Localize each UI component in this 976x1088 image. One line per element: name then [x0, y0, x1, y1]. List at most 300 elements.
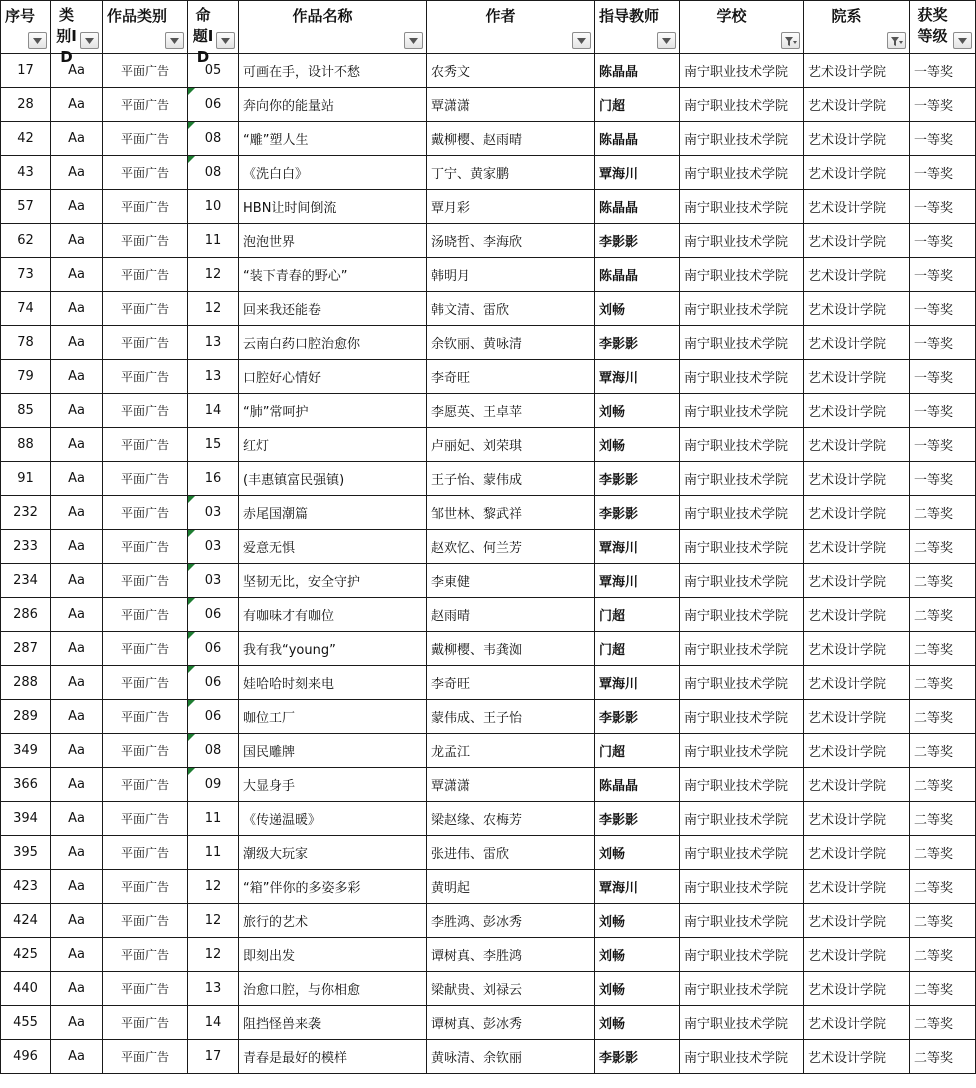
school-cell[interactable]: 南宁职业技术学院	[680, 496, 804, 530]
category-id-cell[interactable]: Aa	[51, 802, 103, 836]
author-cell[interactable]: 汤晓哲、李海欣	[427, 224, 595, 258]
seq-cell[interactable]: 74	[1, 292, 51, 326]
author-cell[interactable]: 黄明起	[427, 870, 595, 904]
work-title-cell[interactable]: 泡泡世界	[239, 224, 427, 258]
category-id-cell[interactable]: Aa	[51, 1040, 103, 1074]
filter-active-icon[interactable]	[781, 32, 800, 49]
category-cell[interactable]: 平面广告	[103, 632, 188, 666]
seq-cell[interactable]: 394	[1, 802, 51, 836]
work-title-cell[interactable]: (丰惠镇富民强镇)	[239, 462, 427, 496]
department-cell[interactable]: 艺术设计学院	[804, 632, 910, 666]
topic-id-cell[interactable]: 13	[188, 326, 239, 360]
seq-cell[interactable]: 28	[1, 88, 51, 122]
department-cell[interactable]: 艺术设计学院	[804, 904, 910, 938]
category-id-cell[interactable]: Aa	[51, 462, 103, 496]
award-cell[interactable]: 一等奖	[910, 462, 976, 496]
topic-id-cell[interactable]: 08	[188, 156, 239, 190]
department-cell[interactable]: 艺术设计学院	[804, 326, 910, 360]
department-cell[interactable]: 艺术设计学院	[804, 734, 910, 768]
award-cell[interactable]: 二等奖	[910, 700, 976, 734]
category-cell[interactable]: 平面广告	[103, 224, 188, 258]
school-cell[interactable]: 南宁职业技术学院	[680, 768, 804, 802]
department-cell[interactable]: 艺术设计学院	[804, 530, 910, 564]
topic-id-cell[interactable]: 14	[188, 1006, 239, 1040]
seq-cell[interactable]: 286	[1, 598, 51, 632]
author-cell[interactable]: 蒙伟成、王子怡	[427, 700, 595, 734]
teacher-cell[interactable]: 李影影	[595, 700, 680, 734]
award-cell[interactable]: 一等奖	[910, 190, 976, 224]
seq-cell[interactable]: 423	[1, 870, 51, 904]
seq-cell[interactable]: 289	[1, 700, 51, 734]
category-cell[interactable]: 平面广告	[103, 156, 188, 190]
teacher-cell[interactable]: 覃海川	[595, 666, 680, 700]
category-id-cell[interactable]: Aa	[51, 88, 103, 122]
category-cell[interactable]: 平面广告	[103, 972, 188, 1006]
award-cell[interactable]: 二等奖	[910, 836, 976, 870]
category-id-cell[interactable]: Aa	[51, 972, 103, 1006]
category-id-cell[interactable]: Aa	[51, 496, 103, 530]
school-cell[interactable]: 南宁职业技术学院	[680, 564, 804, 598]
work-title-cell[interactable]: 国民雕牌	[239, 734, 427, 768]
school-cell[interactable]: 南宁职业技术学院	[680, 122, 804, 156]
school-cell[interactable]: 南宁职业技术学院	[680, 802, 804, 836]
school-cell[interactable]: 南宁职业技术学院	[680, 224, 804, 258]
teacher-cell[interactable]: 覃海川	[595, 360, 680, 394]
category-id-cell[interactable]: Aa	[51, 938, 103, 972]
category-cell[interactable]: 平面广告	[103, 700, 188, 734]
teacher-cell[interactable]: 刘畅	[595, 394, 680, 428]
work-title-cell[interactable]: 口腔好心情好	[239, 360, 427, 394]
author-cell[interactable]: 龙孟江	[427, 734, 595, 768]
author-cell[interactable]: 张进伟、雷欣	[427, 836, 595, 870]
work-title-cell[interactable]: 阻挡怪兽来袭	[239, 1006, 427, 1040]
teacher-cell[interactable]: 覃海川	[595, 156, 680, 190]
seq-cell[interactable]: 43	[1, 156, 51, 190]
topic-id-cell[interactable]: 14	[188, 394, 239, 428]
topic-id-cell[interactable]: 12	[188, 870, 239, 904]
author-cell[interactable]: 邹世林、黎武祥	[427, 496, 595, 530]
school-cell[interactable]: 南宁职业技术学院	[680, 530, 804, 564]
category-id-cell[interactable]: Aa	[51, 122, 103, 156]
category-id-cell[interactable]: Aa	[51, 904, 103, 938]
topic-id-cell[interactable]: 13	[188, 972, 239, 1006]
teacher-cell[interactable]: 刘畅	[595, 1006, 680, 1040]
award-cell[interactable]: 二等奖	[910, 496, 976, 530]
category-id-cell[interactable]: Aa	[51, 564, 103, 598]
category-cell[interactable]: 平面广告	[103, 666, 188, 700]
category-cell[interactable]: 平面广告	[103, 190, 188, 224]
school-cell[interactable]: 南宁职业技术学院	[680, 972, 804, 1006]
seq-cell[interactable]: 88	[1, 428, 51, 462]
award-cell[interactable]: 一等奖	[910, 54, 976, 88]
seq-cell[interactable]: 17	[1, 54, 51, 88]
school-cell[interactable]: 南宁职业技术学院	[680, 462, 804, 496]
teacher-cell[interactable]: 刘畅	[595, 904, 680, 938]
department-cell[interactable]: 艺术设计学院	[804, 1006, 910, 1040]
category-cell[interactable]: 平面广告	[103, 734, 188, 768]
award-cell[interactable]: 一等奖	[910, 360, 976, 394]
school-cell[interactable]: 南宁职业技术学院	[680, 190, 804, 224]
award-cell[interactable]: 二等奖	[910, 598, 976, 632]
author-cell[interactable]: 赵雨晴	[427, 598, 595, 632]
department-cell[interactable]: 艺术设计学院	[804, 394, 910, 428]
topic-id-cell[interactable]: 08	[188, 122, 239, 156]
category-cell[interactable]: 平面广告	[103, 258, 188, 292]
work-title-cell[interactable]: 可画在手，设计不愁	[239, 54, 427, 88]
filter-dropdown-icon[interactable]	[657, 32, 676, 49]
work-title-cell[interactable]: “装下青春的野心”	[239, 258, 427, 292]
work-title-cell[interactable]: 云南白药口腔治愈你	[239, 326, 427, 360]
topic-id-cell[interactable]: 08	[188, 734, 239, 768]
filter-dropdown-icon[interactable]	[80, 32, 99, 49]
seq-cell[interactable]: 78	[1, 326, 51, 360]
award-cell[interactable]: 一等奖	[910, 122, 976, 156]
category-cell[interactable]: 平面广告	[103, 1006, 188, 1040]
seq-cell[interactable]: 234	[1, 564, 51, 598]
category-id-cell[interactable]: Aa	[51, 258, 103, 292]
seq-cell[interactable]: 425	[1, 938, 51, 972]
department-cell[interactable]: 艺术设计学院	[804, 768, 910, 802]
seq-cell[interactable]: 287	[1, 632, 51, 666]
seq-cell[interactable]: 79	[1, 360, 51, 394]
award-cell[interactable]: 二等奖	[910, 632, 976, 666]
school-cell[interactable]: 南宁职业技术学院	[680, 326, 804, 360]
work-title-cell[interactable]: 奔向你的能量站	[239, 88, 427, 122]
school-cell[interactable]: 南宁职业技术学院	[680, 870, 804, 904]
category-id-cell[interactable]: Aa	[51, 870, 103, 904]
teacher-cell[interactable]: 刘畅	[595, 292, 680, 326]
school-cell[interactable]: 南宁职业技术学院	[680, 88, 804, 122]
award-cell[interactable]: 二等奖	[910, 802, 976, 836]
teacher-cell[interactable]: 李影影	[595, 802, 680, 836]
department-cell[interactable]: 艺术设计学院	[804, 598, 910, 632]
school-cell[interactable]: 南宁职业技术学院	[680, 292, 804, 326]
category-cell[interactable]: 平面广告	[103, 394, 188, 428]
category-cell[interactable]: 平面广告	[103, 870, 188, 904]
teacher-cell[interactable]: 李影影	[595, 1040, 680, 1074]
category-id-cell[interactable]: Aa	[51, 224, 103, 258]
work-title-cell[interactable]: 咖位工厂	[239, 700, 427, 734]
category-cell[interactable]: 平面广告	[103, 496, 188, 530]
author-cell[interactable]: 余钦丽、黄咏清	[427, 326, 595, 360]
school-cell[interactable]: 南宁职业技术学院	[680, 54, 804, 88]
work-title-cell[interactable]: 回来我还能卷	[239, 292, 427, 326]
department-cell[interactable]: 艺术设计学院	[804, 156, 910, 190]
filter-dropdown-icon[interactable]	[216, 32, 235, 49]
teacher-cell[interactable]: 李影影	[595, 326, 680, 360]
work-title-cell[interactable]: HBN让时间倒流	[239, 190, 427, 224]
category-id-cell[interactable]: Aa	[51, 156, 103, 190]
teacher-cell[interactable]: 陈晶晶	[595, 122, 680, 156]
work-title-cell[interactable]: 赤尾国潮篇	[239, 496, 427, 530]
category-cell[interactable]: 平面广告	[103, 904, 188, 938]
category-cell[interactable]: 平面广告	[103, 836, 188, 870]
department-cell[interactable]: 艺术设计学院	[804, 224, 910, 258]
category-id-cell[interactable]: Aa	[51, 666, 103, 700]
topic-id-cell[interactable]: 06	[188, 598, 239, 632]
work-title-cell[interactable]: 我有我“young”	[239, 632, 427, 666]
teacher-cell[interactable]: 李影影	[595, 462, 680, 496]
school-cell[interactable]: 南宁职业技术学院	[680, 904, 804, 938]
school-cell[interactable]: 南宁职业技术学院	[680, 666, 804, 700]
teacher-cell[interactable]: 李影影	[595, 496, 680, 530]
category-cell[interactable]: 平面广告	[103, 122, 188, 156]
award-cell[interactable]: 二等奖	[910, 904, 976, 938]
award-cell[interactable]: 一等奖	[910, 156, 976, 190]
award-cell[interactable]: 二等奖	[910, 666, 976, 700]
teacher-cell[interactable]: 陈晶晶	[595, 768, 680, 802]
seq-cell[interactable]: 42	[1, 122, 51, 156]
award-cell[interactable]: 一等奖	[910, 326, 976, 360]
award-cell[interactable]: 二等奖	[910, 734, 976, 768]
seq-cell[interactable]: 395	[1, 836, 51, 870]
filter-dropdown-icon[interactable]	[165, 32, 184, 49]
work-title-cell[interactable]: 旅行的艺术	[239, 904, 427, 938]
category-id-cell[interactable]: Aa	[51, 326, 103, 360]
category-cell[interactable]: 平面广告	[103, 326, 188, 360]
work-title-cell[interactable]: 爱意无惧	[239, 530, 427, 564]
topic-id-cell[interactable]: 06	[188, 88, 239, 122]
category-id-cell[interactable]: Aa	[51, 428, 103, 462]
work-title-cell[interactable]: “肺”常呵护	[239, 394, 427, 428]
teacher-cell[interactable]: 门超	[595, 632, 680, 666]
work-title-cell[interactable]: 大显身手	[239, 768, 427, 802]
award-cell[interactable]: 一等奖	[910, 224, 976, 258]
work-title-cell[interactable]: 《传递温暖》	[239, 802, 427, 836]
teacher-cell[interactable]: 刘畅	[595, 836, 680, 870]
work-title-cell[interactable]: “箱”伴你的多姿多彩	[239, 870, 427, 904]
work-title-cell[interactable]: 红灯	[239, 428, 427, 462]
department-cell[interactable]: 艺术设计学院	[804, 938, 910, 972]
category-id-cell[interactable]: Aa	[51, 292, 103, 326]
author-cell[interactable]: 谭树真、李胜鸿	[427, 938, 595, 972]
topic-id-cell[interactable]: 10	[188, 190, 239, 224]
department-cell[interactable]: 艺术设计学院	[804, 972, 910, 1006]
seq-cell[interactable]: 440	[1, 972, 51, 1006]
category-cell[interactable]: 平面广告	[103, 530, 188, 564]
teacher-cell[interactable]: 门超	[595, 734, 680, 768]
filter-dropdown-icon[interactable]	[404, 32, 423, 49]
award-cell[interactable]: 一等奖	[910, 428, 976, 462]
filter-dropdown-icon[interactable]	[953, 32, 972, 49]
department-cell[interactable]: 艺术设计学院	[804, 88, 910, 122]
award-cell[interactable]: 一等奖	[910, 292, 976, 326]
author-cell[interactable]: 李東健	[427, 564, 595, 598]
topic-id-cell[interactable]: 06	[188, 700, 239, 734]
category-cell[interactable]: 平面广告	[103, 360, 188, 394]
department-cell[interactable]: 艺术设计学院	[804, 564, 910, 598]
school-cell[interactable]: 南宁职业技术学院	[680, 836, 804, 870]
department-cell[interactable]: 艺术设计学院	[804, 496, 910, 530]
department-cell[interactable]: 艺术设计学院	[804, 666, 910, 700]
teacher-cell[interactable]: 陈晶晶	[595, 54, 680, 88]
category-cell[interactable]: 平面广告	[103, 598, 188, 632]
department-cell[interactable]: 艺术设计学院	[804, 836, 910, 870]
category-id-cell[interactable]: Aa	[51, 734, 103, 768]
category-id-cell[interactable]: Aa	[51, 768, 103, 802]
author-cell[interactable]: 农秀文	[427, 54, 595, 88]
teacher-cell[interactable]: 陈晶晶	[595, 190, 680, 224]
department-cell[interactable]: 艺术设计学院	[804, 428, 910, 462]
author-cell[interactable]: 李愿英、王卓苹	[427, 394, 595, 428]
author-cell[interactable]: 李奇旺	[427, 666, 595, 700]
category-cell[interactable]: 平面广告	[103, 462, 188, 496]
author-cell[interactable]: 赵欢忆、何兰芳	[427, 530, 595, 564]
author-cell[interactable]: 戴柳樱、赵雨晴	[427, 122, 595, 156]
category-id-cell[interactable]: Aa	[51, 54, 103, 88]
department-cell[interactable]: 艺术设计学院	[804, 870, 910, 904]
department-cell[interactable]: 艺术设计学院	[804, 54, 910, 88]
seq-cell[interactable]: 349	[1, 734, 51, 768]
department-cell[interactable]: 艺术设计学院	[804, 190, 910, 224]
category-cell[interactable]: 平面广告	[103, 564, 188, 598]
category-cell[interactable]: 平面广告	[103, 802, 188, 836]
department-cell[interactable]: 艺术设计学院	[804, 258, 910, 292]
seq-cell[interactable]: 62	[1, 224, 51, 258]
author-cell[interactable]: 覃潇潇	[427, 768, 595, 802]
author-cell[interactable]: 戴柳樱、韦龚洳	[427, 632, 595, 666]
award-cell[interactable]: 二等奖	[910, 768, 976, 802]
topic-id-cell[interactable]: 06	[188, 632, 239, 666]
seq-cell[interactable]: 366	[1, 768, 51, 802]
topic-id-cell[interactable]: 11	[188, 224, 239, 258]
school-cell[interactable]: 南宁职业技术学院	[680, 156, 804, 190]
topic-id-cell[interactable]: 17	[188, 1040, 239, 1074]
author-cell[interactable]: 李胜鸿、彭冰秀	[427, 904, 595, 938]
school-cell[interactable]: 南宁职业技术学院	[680, 394, 804, 428]
category-cell[interactable]: 平面广告	[103, 938, 188, 972]
teacher-cell[interactable]: 刘畅	[595, 972, 680, 1006]
work-title-cell[interactable]: 青春是最好的模样	[239, 1040, 427, 1074]
category-id-cell[interactable]: Aa	[51, 394, 103, 428]
category-id-cell[interactable]: Aa	[51, 700, 103, 734]
teacher-cell[interactable]: 刘畅	[595, 938, 680, 972]
school-cell[interactable]: 南宁职业技术学院	[680, 428, 804, 462]
work-title-cell[interactable]: 即刻出发	[239, 938, 427, 972]
award-cell[interactable]: 二等奖	[910, 1006, 976, 1040]
author-cell[interactable]: 卢丽妃、刘荣琪	[427, 428, 595, 462]
topic-id-cell[interactable]: 13	[188, 360, 239, 394]
topic-id-cell[interactable]: 12	[188, 904, 239, 938]
seq-cell[interactable]: 57	[1, 190, 51, 224]
department-cell[interactable]: 艺术设计学院	[804, 122, 910, 156]
topic-id-cell[interactable]: 05	[188, 54, 239, 88]
topic-id-cell[interactable]: 03	[188, 496, 239, 530]
school-cell[interactable]: 南宁职业技术学院	[680, 1006, 804, 1040]
author-cell[interactable]: 覃潇潇	[427, 88, 595, 122]
work-title-cell[interactable]: 坚韧无比，安全守护	[239, 564, 427, 598]
topic-id-cell[interactable]: 11	[188, 802, 239, 836]
author-cell[interactable]: 韩文清、雷欣	[427, 292, 595, 326]
category-cell[interactable]: 平面广告	[103, 428, 188, 462]
seq-cell[interactable]: 91	[1, 462, 51, 496]
topic-id-cell[interactable]: 12	[188, 258, 239, 292]
school-cell[interactable]: 南宁职业技术学院	[680, 258, 804, 292]
award-cell[interactable]: 一等奖	[910, 394, 976, 428]
teacher-cell[interactable]: 门超	[595, 598, 680, 632]
teacher-cell[interactable]: 李影影	[595, 224, 680, 258]
work-title-cell[interactable]: 娃哈哈时刻来电	[239, 666, 427, 700]
author-cell[interactable]: 王子怡、蒙伟成	[427, 462, 595, 496]
work-title-cell[interactable]: 治愈口腔，与你相愈	[239, 972, 427, 1006]
filter-active-icon[interactable]	[887, 32, 906, 49]
department-cell[interactable]: 艺术设计学院	[804, 360, 910, 394]
topic-id-cell[interactable]: 11	[188, 836, 239, 870]
topic-id-cell[interactable]: 15	[188, 428, 239, 462]
topic-id-cell[interactable]: 03	[188, 530, 239, 564]
filter-dropdown-icon[interactable]	[28, 32, 47, 49]
school-cell[interactable]: 南宁职业技术学院	[680, 1040, 804, 1074]
author-cell[interactable]: 韩明月	[427, 258, 595, 292]
teacher-cell[interactable]: 覃海川	[595, 564, 680, 598]
author-cell[interactable]: 李奇旺	[427, 360, 595, 394]
topic-id-cell[interactable]: 12	[188, 938, 239, 972]
author-cell[interactable]: 梁献贵、刘禄云	[427, 972, 595, 1006]
teacher-cell[interactable]: 覃海川	[595, 530, 680, 564]
category-cell[interactable]: 平面广告	[103, 88, 188, 122]
category-cell[interactable]: 平面广告	[103, 768, 188, 802]
department-cell[interactable]: 艺术设计学院	[804, 462, 910, 496]
award-cell[interactable]: 一等奖	[910, 258, 976, 292]
department-cell[interactable]: 艺术设计学院	[804, 802, 910, 836]
teacher-cell[interactable]: 门超	[595, 88, 680, 122]
school-cell[interactable]: 南宁职业技术学院	[680, 700, 804, 734]
category-id-cell[interactable]: Aa	[51, 190, 103, 224]
award-cell[interactable]: 二等奖	[910, 1040, 976, 1074]
department-cell[interactable]: 艺术设计学院	[804, 1040, 910, 1074]
author-cell[interactable]: 黄咏清、余钦丽	[427, 1040, 595, 1074]
award-cell[interactable]: 二等奖	[910, 564, 976, 598]
teacher-cell[interactable]: 刘畅	[595, 428, 680, 462]
category-cell[interactable]: 平面广告	[103, 1040, 188, 1074]
award-cell[interactable]: 二等奖	[910, 972, 976, 1006]
school-cell[interactable]: 南宁职业技术学院	[680, 632, 804, 666]
topic-id-cell[interactable]: 12	[188, 292, 239, 326]
award-cell[interactable]: 二等奖	[910, 870, 976, 904]
school-cell[interactable]: 南宁职业技术学院	[680, 734, 804, 768]
category-id-cell[interactable]: Aa	[51, 1006, 103, 1040]
school-cell[interactable]: 南宁职业技术学院	[680, 598, 804, 632]
category-id-cell[interactable]: Aa	[51, 598, 103, 632]
filter-dropdown-icon[interactable]	[572, 32, 591, 49]
category-id-cell[interactable]: Aa	[51, 836, 103, 870]
author-cell[interactable]: 谭树真、彭冰秀	[427, 1006, 595, 1040]
award-cell[interactable]: 二等奖	[910, 530, 976, 564]
author-cell[interactable]: 梁赵缘、农梅芳	[427, 802, 595, 836]
work-title-cell[interactable]: 潮级大玩家	[239, 836, 427, 870]
category-cell[interactable]: 平面广告	[103, 292, 188, 326]
topic-id-cell[interactable]: 06	[188, 666, 239, 700]
department-cell[interactable]: 艺术设计学院	[804, 700, 910, 734]
category-cell[interactable]: 平面广告	[103, 54, 188, 88]
school-cell[interactable]: 南宁职业技术学院	[680, 360, 804, 394]
seq-cell[interactable]: 496	[1, 1040, 51, 1074]
category-id-cell[interactable]: Aa	[51, 632, 103, 666]
topic-id-cell[interactable]: 03	[188, 564, 239, 598]
teacher-cell[interactable]: 陈晶晶	[595, 258, 680, 292]
work-title-cell[interactable]: 《洗白白》	[239, 156, 427, 190]
category-id-cell[interactable]: Aa	[51, 530, 103, 564]
seq-cell[interactable]: 233	[1, 530, 51, 564]
teacher-cell[interactable]: 覃海川	[595, 870, 680, 904]
author-cell[interactable]: 丁宁、黄家鹏	[427, 156, 595, 190]
school-cell[interactable]: 南宁职业技术学院	[680, 938, 804, 972]
topic-id-cell[interactable]: 16	[188, 462, 239, 496]
work-title-cell[interactable]: 有咖味才有咖位	[239, 598, 427, 632]
seq-cell[interactable]: 85	[1, 394, 51, 428]
category-id-cell[interactable]: Aa	[51, 360, 103, 394]
topic-id-cell[interactable]: 09	[188, 768, 239, 802]
